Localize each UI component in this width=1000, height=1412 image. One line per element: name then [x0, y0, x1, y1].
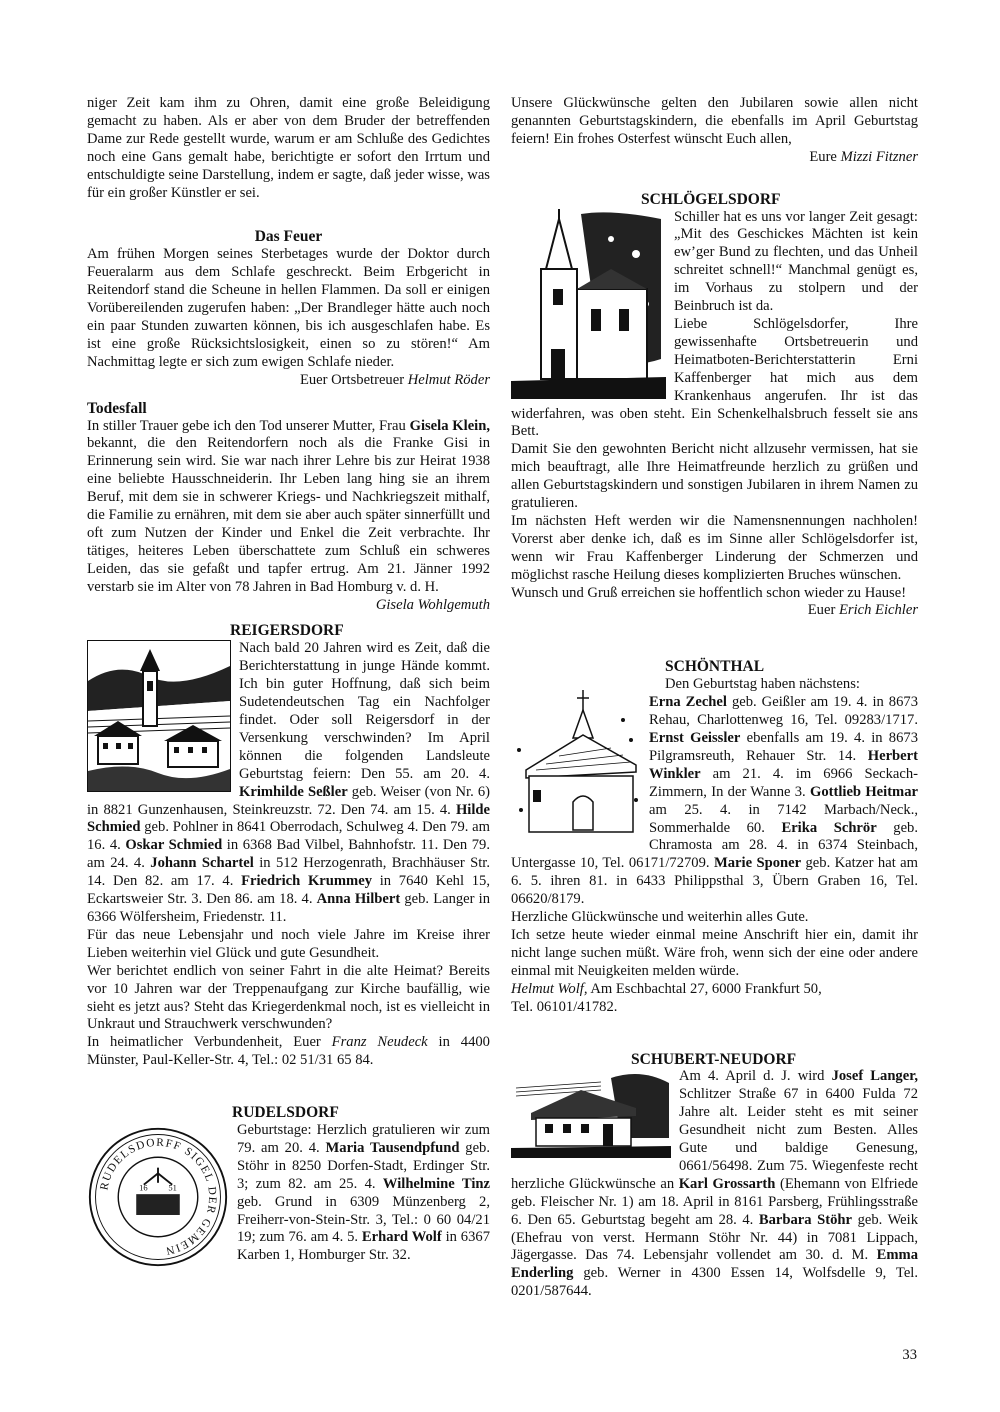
rudelsdorf-paragraph: Geburtstage: Herzlich gratulieren wir zum 79. am 20. 4. Maria Tausendpfund geb. Stöhr in 8250 Dorfen-Stadt, Erdinger Str. 3; zum 82. am 25. 4. Wilhelmine Tinz geb. Grund in 6309 Münzenberg 2, Freiherr-von-Stein-Str. 3, Tel.: 0 60 04/21 19; zum 76. am 4. 5. Erhard Wolf in 6367 Karben 1, Homburger Str. 32. [237, 1122, 490, 1264]
schoenthal-telephone: Tel. 06101/41782. [511, 998, 618, 1015]
section-schoenthal [511, 658, 918, 1016]
schoenthal-birthdays: Erna Zechel geb. Geißler am 19. 4. in 8673 Rehau, Charlottenweg 16, Tel. 09283/1717. Ernst Geissler ebenfalls am 19. 4. in 8673 Pilgramsreuth, Rehauer Str. 14. Herbert Winkler am 21. 4. im 6966 Seckach-Zimmern, In der Wanne 3. Gottlieb Heitmar am 25. 4. in 7142 Marbach/Neck., Sommerhalde 60. Erika Schrör geb. Chramosta am 28. 4. in 6374 Steinbach, Untergasse 10, Tel. 06171/72709. Marie Sponer geb. Katzer hat am 6. 5. ihren 81. in 6433 Philippsthal 3, Übern Graben 16, Tel. 06620/8179. [511, 694, 919, 908]
schloegelsdorf-p3: Damit Sie den gewohnten Bericht nicht allzusehr vermissen, hat sie mich beauftragt, alle Ihre Heimatfreunde herzlich zu grüßen und allen Geburtstagskindern und sonstigen Jubilaren in ihrem Namen zu gratulieren. [511, 441, 918, 512]
schloegelsdorf-p2: Liebe Schlögelsdorfer, Ihre gewissenhafte Ortsbetreuerin und Heimatboten-Berichterstatterin Erni Kaffenberger hat mich aus dem Krankenhaus angerufen. Ihr ist das widerfahren, was oben steht. Ein Schenkelhalsbruch fesselt sie ans Bett. [511, 315, 918, 440]
schoenthal-chapel-illustration [511, 690, 641, 840]
section-schubert-neudorf [511, 1051, 918, 1302]
right-column [511, 95, 918, 1301]
seal-year-right: 51 [168, 1182, 177, 1193]
section-rudelsdorf [87, 1104, 490, 1265]
reigersdorf-closing: In heimatlicher Verbundenheit, Euer Franz Neudeck in 4400 Münster, Paul-Keller-Str. 4, Tel.: 02 51/31 65 84. [87, 1034, 490, 1069]
todesfall-signature: Gisela Wohlgemuth [375, 596, 490, 613]
schoenthal-signature: Helmut Wolf, Am Eschbachtal 27, 6000 Frankfurt 50, [511, 980, 822, 997]
right-intro-signature: Eure Mizzi Fitzner [809, 148, 918, 165]
schloegelsdorf-p5: Wunsch und Gruß erreichen sie hoffentlich schon wieder zu Hause! Euer Erich Eichler [511, 584, 918, 619]
right-intro-paragraph: Unsere Glückwünsche gelten den Jubilaren sowie allen nicht genannten Geburtstagskindern, die ebenfalls im April Geburtstag feiern! Ein frohes Osterfest wünscht Euch allen, [511, 95, 918, 147]
section-heading-reigersdorf: REIGERSDORF [230, 622, 344, 640]
section-heading-das-feuer: Das Feuer [254, 228, 323, 246]
schubert-neudorf-paragraph: Am 4. April d. J. wird Josef Langer, Schlitzer Straße 67 in 6400 Fulda 72 Jahre alt. Leider steht es mit seiner Gesundheit nicht zum Besten. Alles Gute und baldige Genesung, 0661/56498. Zum 75. Wiegenfeste recht herzliche Glückwünsche an Karl Grossarth (Ehemann von Elfriede geb. Fleischer Nr. 1) am 18. April in 8161 Parsberg, Frühlingsstraße 6. Den 65. Geburtstag begeht am 28. 4. Barbara Stöhr geb. Weik (Ehefrau von verst. Hermann Stöhr Nr. 44) in 7081 Lippach, Jägergasse. Das 74. Lebensjahr vollendet am 30. d. M. Emma Enderling geb. Werner in 4300 Essen 14, Wolfsdelle 9, Tel. 0201/587644. [511, 1068, 919, 1300]
section-schloegelsdorf [511, 190, 918, 619]
left-column [87, 95, 490, 1274]
schloegelsdorf-p1: Schiller hat es uns vor langer Zeit gesagt: „Mit des Geschickes Mächten ist kein ew’ger Bund zu flechten, und das Unheil schreitet schnell!“ Manchmal genügt es, im Vorhaus zu stolpern und der Beinbruch ist da. [674, 208, 918, 315]
schubert-neudorf-farmhouse-illustration [511, 1068, 671, 1158]
page-number: 33 [902, 1347, 917, 1363]
section-heading-rudelsdorf: RUDELSDORF [232, 1104, 339, 1122]
schoenthal-intro: Den Geburtstag haben nächstens: [665, 676, 860, 693]
feuer-signature: Euer Ortsbetreuer Helmut Röder [299, 371, 490, 388]
todesfall-paragraph: In stiller Trauer gebe ich den Tod unserer Mutter, Frau Gisela Klein, bekannt, die den Reitendorfern noch als die Franke Gisi in Erinnerung sein wird. Sie war nach ihrer Lehre bis zur Heirat 1938 eine beliebte Hausschneiderin. Ihr Leben lang hing sie an ihrem Beruf, mit dem sie in schwerer Kriegs- und Nachkriegszeit mithalf, die Familie zu ernähren, mit dem sie aber auch später sinnerfüllt und oft zum Nutzen der Kinder und Enkel die Zeit verbrachte. Ihr tätiges, heiteres Leben überschattete zum Schluß ein schweres Leiden, das sie gefaßt und tapfer ertrug. Am 21. Jänner 1992 verstarb sie im Alter von 78 Jahren in Bad Homburg v. d. H. [87, 417, 491, 595]
seal-year-left: 16 [139, 1182, 148, 1193]
section-heading-schoenthal: SCHÖNTHAL [665, 658, 765, 676]
feuer-paragraph: Am frühen Morgen seines Sterbetages wurde der Doktor durch Feueralarm aus dem Schlafe geschreckt. Beim Erbgericht in Reitendorf stand die Scheune in hellen Flammen. Da soll er einigen Vorübereilenden zugerufen haben: „Der Brandleger hätte auch noch ein paar Stunden zuwarten können, bis ich ausgeschlafen habe. Es ist eine große Rücksichtslosigkeit, einen so zu stören!“ Am Nachmittag legte er sich zum ewigen Schlafe nieder. [87, 246, 490, 370]
rudelsdorf-municipal-seal [87, 1122, 229, 1272]
reigersdorf-wishes: Für das neue Lebensjahr und noch viele Jahre im Kreise ihrer Lieben weiterhin viel Glück und gute Gesundheit. [87, 926, 490, 961]
intro-paragraph: niger Zeit kam ihm zu Ohren, damit eine große Beleidigung gemacht zu haben. Als er aber von dem Bruder der betreffenden Dame zur Rede gestellt wurde, warum er am Schluße des Gedichtes noch eine Gans gemalt habe, berichtigte er sofort den Irrtum und entschuldigte seine Darstellung, indem er sagte, daß jeder wisse, was für ein großer Künstler er sei. [87, 95, 490, 201]
schoenthal-address-note: Ich setze heute wieder einmal meine Anschrift hier ein, damit ihr nicht lange suchen müßt. Wäre froh, wenn sich der eine oder andere einmal mit Neuigkeiten melden würde. [511, 926, 918, 979]
section-reigersdorf [87, 622, 490, 1070]
section-heading-schubert-neudorf: SCHUBERT-NEUDORF [631, 1050, 797, 1068]
seal-inscription: RUDELSDORFF SIGEL DER GEMEIN [98, 1136, 219, 1257]
schoenthal-wishes: Herzliche Glückwünsche und weiterhin alles Gute. [511, 909, 809, 926]
schloegelsdorf-church-illustration [511, 209, 666, 399]
section-heading-todesfall: Todesfall [87, 399, 147, 417]
section-heading-schloegelsdorf: SCHLÖGELSDORF [641, 190, 781, 208]
schloegelsdorf-p4: Im nächsten Heft werden wir die Namensnennungen nachholen! Vorerst aber denke ich, daß es im Sinne aller Schlögelsdorfer ist, wenn wir Frau Kaffenberger Linderung der Schmerzen und möglichst rasche Heilung dieses komplizierten Bruches wünschen. [511, 512, 918, 583]
reigersdorf-question: Wer berichtet endlich von seiner Fahrt in die alte Heimat? Bereits vor 10 Jahren war der Treppenaufgang zur Kirche baufällig, wie sieht es jetzt aus? Steht das Kriegerdenkmal noch, ist es vielleicht in Unkraut und Strauchwerk verschwunden? [87, 962, 490, 1033]
reigersdorf-paragraph: Nach bald 20 Jahren wird es Zeit, daß die Berichterstattung in junge Hände kommt. Ich bin guter Hoffnung, daß sich beim Sudetendeutschen Tag ein Nachfolger findet. Oder soll Reigersdorf in der Versenkung verschwinden? Im April können die folgenden Landsleute Geburtstag feiern: Den 55. am 20. 4. Krimhilde Seßler geb. Weiser (von Nr. 6) in 8821 Gunzenhausen, Steinkreuzstr. 72. Den 74. am 15. 4. Hilde Schmied geb. Pohlner in 8641 Oberrodach, Schulweg 4. Den 79. am 16. 4. Oskar Schmied in 6368 Bad Vilbel, Bahnhofstr. 11. Den 79. am 24. 4. Johann Schartel in 512 Herzogenrath, Brachhäuser Str. 14. Den 82. am 17. 4. Friedrich Krummey in 7640 Kehl 15, Eckartsweier Str. 3. Den 86. am 18. 4. Anna Hilbert geb. Langer in 6366 Wölfersheim, Friedenstr. 11. [87, 640, 491, 925]
reigersdorf-village-illustration [87, 640, 231, 792]
